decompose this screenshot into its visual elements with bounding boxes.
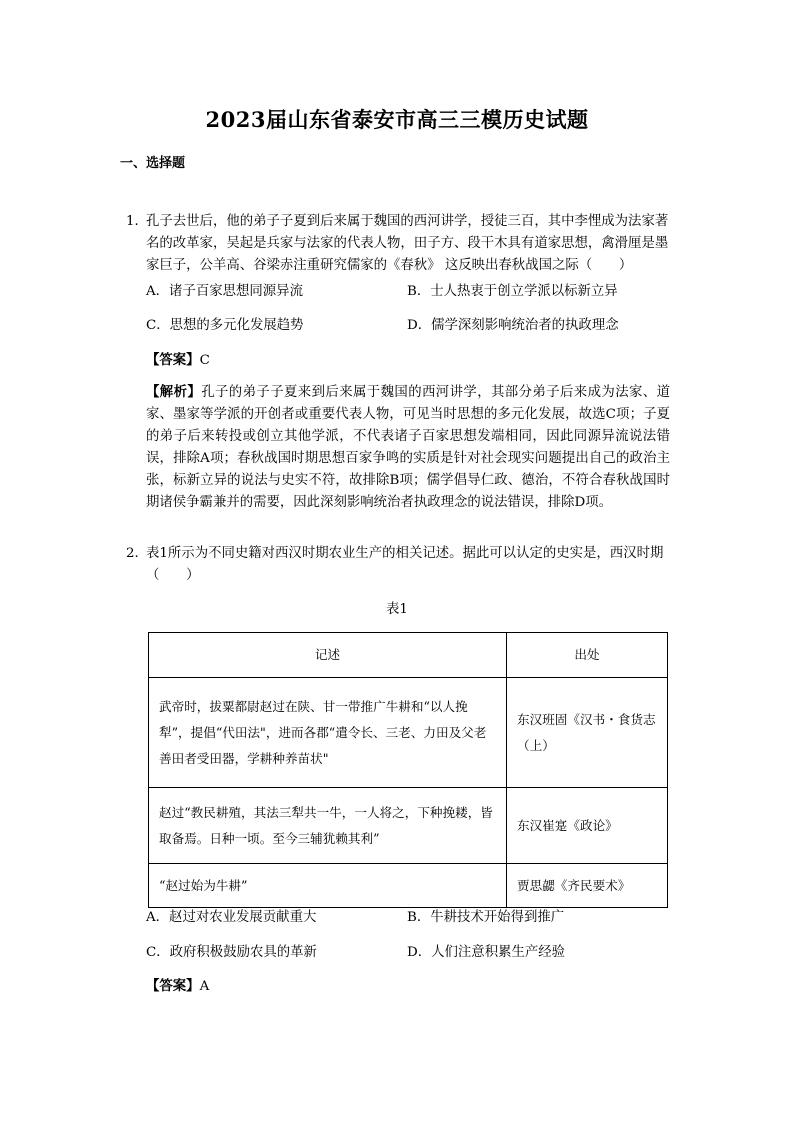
q1-option-a: A．诸子百家思想同源异流 — [146, 284, 303, 299]
table-cell-record: 赵过“教民耕殖，其法三犁共一牛，一人将之，下种挽耧，皆取备焉。日种一顷。至今三辅犹赖其利” — [149, 788, 507, 864]
question-2-stem: 表1所示为不同史籍对西汉时期农业生产的相关记述。据此可以认定的史实是，西汉时期（ ） — [146, 546, 664, 583]
table-row — [149, 788, 668, 864]
q1-answer-label: 【答案】 — [146, 352, 200, 368]
q2-answer-value: A — [199, 979, 210, 994]
section-heading: 一、选择题 — [120, 156, 186, 171]
table-header-record: 记述 — [149, 633, 507, 678]
q2-option-b: B．牛耕技术开始得到推广 — [407, 910, 565, 925]
table-header-source: 出处 — [507, 633, 668, 678]
table-cell-record: 武帝时，拔粟都尉赵过在陕、甘一带推广牛耕和“以人挽犁”，提倡“代田法"，进而各郡“遣令长、三老、力田及父老善田者受田器，学耕种养苗状" — [149, 678, 507, 788]
question-1-stem: 孔子去世后，他的弟子子夏到后来属于魏国的西河讲学，授徒三百，其中李悝成为法家著名的改革家，吴起是兵家与法家的代表人物，田子方、段干木具有道家思想，禽滑厘是墨家巨子，公羊高、谷梁赤注重研究儒家的《春秋》 这反映出春秋战国之际（ ） — [146, 214, 669, 273]
q2-option-a: A．赵过对农业发展贡献重大 — [146, 910, 317, 925]
table-header-row — [149, 633, 668, 678]
q1-option-c: C．思想的多元化发展趋势 — [146, 318, 304, 333]
q2-answer — [146, 976, 209, 997]
q1-analysis-text: 孔子的弟子子夏来到后来属于魏国的西河讲学，其部分弟子后来成为法家、道家、墨家等学派的开创者或重要代表人物，可见当时思想的多元化发展，故选C项；子夏的弟子后来转投或创立其他学派，不代表诸子百家思想发端相同，因此同源异流说法错误，排除A项；春秋战国时期思想百家争鸣的实质是针对社会现实问题提出自己的政治主张，标新立异的说法与史实不符，故排除B项；儒学倡导仁政、德治，不符合春秋战国时期诸侯争霸兼并的需要，因此深刻影响统治者执政理念的说法错误，排除D项。 — [146, 385, 670, 510]
table-caption: 表1 — [386, 602, 408, 617]
q2-answer-label: 【答案】 — [146, 978, 200, 994]
question-1-number: 1． — [126, 214, 148, 229]
table-cell-source: 东汉班固《汉书・食货志（上） — [507, 678, 668, 788]
q2-option-d: D．人们注意积累生产经验 — [407, 945, 566, 960]
page-title: 2023届山东省泰安市高三三模历史试题 — [205, 107, 589, 132]
q1-answer — [146, 350, 210, 371]
table-cell-record: “赵过始为牛耕” — [149, 864, 507, 908]
q1-option-b: B．士人热衷于创立学派以标新立异 — [407, 284, 618, 299]
question-2-number: 2． — [126, 546, 148, 561]
history-table — [148, 632, 668, 908]
table-cell-source: 东汉崔寔《政论》 — [507, 788, 668, 864]
q1-analysis-label: 【解析】 — [146, 384, 202, 400]
q1-answer-value: C — [199, 353, 210, 368]
question-2 — [126, 543, 674, 587]
question-1 — [126, 211, 674, 277]
q1-option-d: D．儒学深刻影响统治者的执政理念 — [407, 318, 619, 333]
table-cell-source: 贾思勰《齐民要术》 — [507, 864, 668, 908]
q2-option-c: C．政府积极鼓励农具的革新 — [146, 945, 317, 960]
q1-analysis — [146, 381, 670, 514]
table-row — [149, 864, 668, 908]
table-row — [149, 678, 668, 788]
